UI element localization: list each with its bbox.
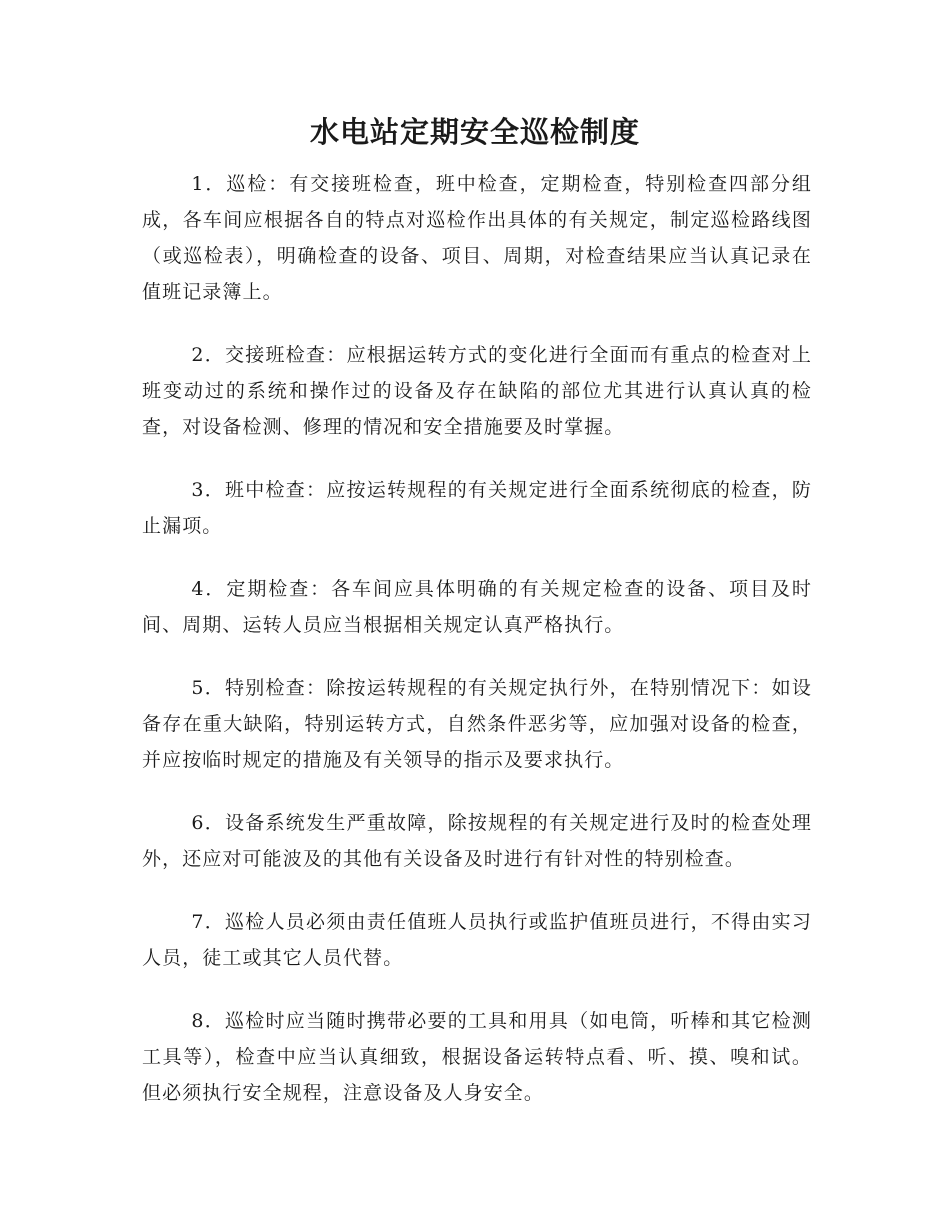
paragraph-1: 1．巡检：有交接班检查，班中检查，定期检查，特别检查四部分组成，各车间应根据各自的特点对巡检作出具体的有关规定，制定巡检路线图（或巡检表），明确检查的设备、项目、周期，对检查结果应当认真记录在值班记录簿上。 [142,173,812,303]
paragraph-4: 4．定期检查：各车间应具体明确的有关规定检查的设备、项目及时间、周期、运转人员应当根据相关规定认真严格执行。 [142,578,812,636]
document-title: 水电站定期安全巡检制度 [309,115,640,149]
paragraph-7: 7．巡检人员必须由责任值班人员执行或监护值班员进行，不得由实习人员，徒工或其它人员代替。 [142,911,812,969]
paragraph-8: 8．巡检时应当随时携带必要的工具和用具（如电筒，听棒和其它检测工具等），检查中应当认真细致，根据设备运转特点看、听、摸、嗅和试。但必须执行安全规程，注意设备及人身安全。 [142,1010,812,1104]
paragraph-3: 3．班中检查：应按运转规程的有关规定进行全面系统彻底的检查，防止漏项。 [142,479,812,537]
paragraph-2: 2．交接班检查：应根据运转方式的变化进行全面而有重点的检查对上班变动过的系统和操作过的设备及存在缺陷的部位尤其进行认真认真的检查，对设备检测、修理的情况和安全措施要及时掌握。 [142,344,812,438]
paragraph-6: 6．设备系统发生严重故障，除按规程的有关规定进行及时的检查处理外，还应对可能波及的其他有关设备及时进行有针对性的特别检查。 [142,812,812,870]
paragraph-5: 5．特别检查：除按运转规程的有关规定执行外，在特别情况下：如设备存在重大缺陷，特别运转方式，自然条件恶劣等，应加强对设备的检查，并应按临时规定的措施及有关领导的指示及要求执行。 [142,677,812,771]
document-body [142,166,812,1138]
